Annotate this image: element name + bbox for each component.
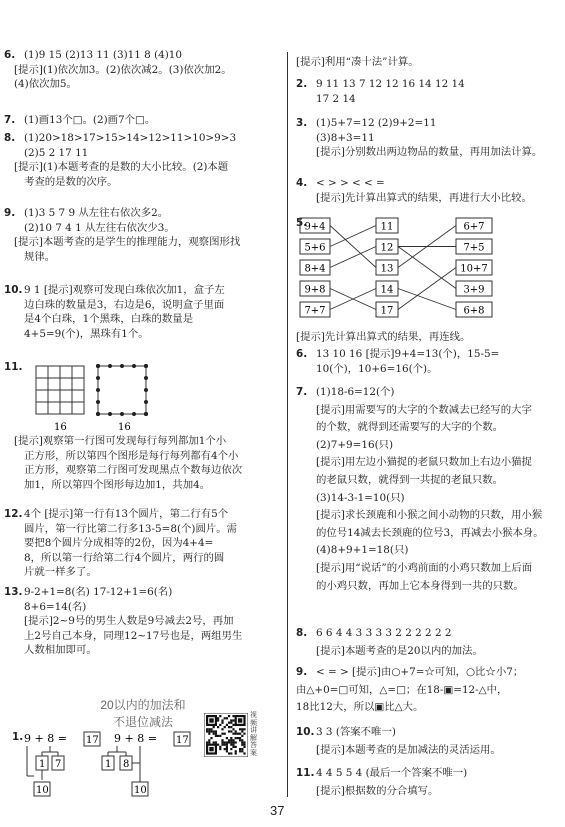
hint-line-2: 上2号自己本身，同理12~17号也是，两组男生 xyxy=(24,629,243,642)
hint-line-3: 18比12大，所以▣比△大。 xyxy=(296,701,424,714)
expr-left-label: 9+8 xyxy=(304,284,326,296)
hint: [提示]先计算出算式的结果，再连线。 xyxy=(296,331,471,343)
dot-square-figure xyxy=(96,364,148,416)
hint-label: 提示 xyxy=(48,508,70,520)
answer-5 xyxy=(296,216,558,336)
hint-2-continued: 的老鼠只数，就得到一共捉的老鼠只数。 xyxy=(316,473,504,486)
hint-label: 提示 xyxy=(18,236,39,249)
answer-8 xyxy=(4,131,302,189)
hint-text: 本题考查的是加减法的灵活运用。 xyxy=(344,743,501,756)
question-number: 12. xyxy=(4,508,23,520)
dot xyxy=(120,412,124,416)
hint-text: 利用“凑十法”计算。 xyxy=(324,56,419,68)
answer-text-2: 17 2 14 xyxy=(316,92,356,105)
answer-text: (1)5+7=12 (2)9+2=11 xyxy=(316,117,437,129)
question-number: 4. xyxy=(296,177,308,189)
hint-1: [提示]用需要写的大字的个数减去已经写的大字 xyxy=(316,403,532,416)
hint-3-continued: 的位号14减去长颈鹿的位号3，再减去小猴本身。 xyxy=(316,526,544,539)
dot xyxy=(120,364,124,368)
dot xyxy=(108,364,112,368)
answer-3 xyxy=(296,116,565,160)
dot xyxy=(132,412,136,416)
answer-text: < > > < < = xyxy=(316,177,385,189)
hint: [提示]本题考查的是20以内的加法。 xyxy=(316,644,483,657)
answer-text: 3 3 (答案不唯一) xyxy=(316,726,396,738)
hint-text: 本题考查的是20以内的加法。 xyxy=(344,644,483,657)
question-number: 9. xyxy=(4,207,16,219)
answer-text: 4 4 5 5 4 (最后一个答案不唯一) xyxy=(316,767,468,779)
hint-text: 分别数出两边物品的数量，再用加法计算。 xyxy=(344,146,543,159)
page-number: 37 xyxy=(270,803,285,818)
hint-line-2: 10(个)，10+6=16(个)。 xyxy=(316,362,438,375)
hint-label: 提示 xyxy=(47,284,69,296)
answer-9r xyxy=(296,665,565,715)
result-label: 12 xyxy=(380,242,394,254)
expr-left-label: 9+4 xyxy=(304,221,326,233)
equation-1: 9 + 8 = xyxy=(24,732,67,745)
hint-continued: 规律。 xyxy=(24,250,56,263)
sum-1: 10 xyxy=(36,785,49,796)
dot xyxy=(96,364,100,368)
result-label: 13 xyxy=(380,263,394,275)
hint-label: 提示 xyxy=(356,666,377,678)
answer-line: 4个 [提示]第一行有13个圆片，第二行有5个 xyxy=(24,508,229,520)
dot xyxy=(144,400,148,404)
equation-2: 9 + 8 = xyxy=(114,732,157,745)
section-title-line-2: 不退位减法 xyxy=(112,715,173,729)
question-number: 9. xyxy=(296,666,308,678)
grid-figure xyxy=(36,366,84,414)
answer-line: < = > [提示]由○+7=☆可知，○比☆小7； xyxy=(316,666,524,678)
match-line xyxy=(398,268,456,310)
question-number: 2. xyxy=(296,78,308,90)
hint-text: (1)依次加3。(2)依次减2。(3)依次加2。 xyxy=(42,63,232,76)
hint-text: 用左边小猫捉的老鼠只数加上右边小猫捉 xyxy=(344,456,532,469)
match-line xyxy=(398,247,456,289)
expr-right-label: 3+9 xyxy=(463,284,485,296)
hint-continued: (4)依次加5。 xyxy=(14,78,77,91)
hint-label: 提示 xyxy=(320,561,341,574)
question-number: 6. xyxy=(296,348,308,360)
hint: [提示]根据数的分合填写。 xyxy=(316,784,439,797)
answer-text: < = > xyxy=(316,666,349,678)
answer-9 xyxy=(4,206,302,264)
split-1a: 1 xyxy=(39,759,46,770)
answer-13 xyxy=(4,585,302,658)
expr-left-label: 7+7 xyxy=(304,305,326,317)
hint-line-4: 加1，所以第四个图形每边加1，共加4。 xyxy=(24,478,211,491)
answer-text-2: (3)8+3=11 xyxy=(316,131,375,144)
question-number: 3. xyxy=(296,117,308,129)
answer-text: 13 10 16 xyxy=(316,348,363,360)
hint-text: 由○+7=☆可知，○比☆小7； xyxy=(380,666,524,678)
answer-box-1: 17 xyxy=(86,735,99,746)
part-1: (1)18-6=12(个) xyxy=(316,386,395,398)
hint-text: 求长颈鹿和小猴之间小动物的只数，用小猴 xyxy=(344,509,543,522)
hint-text: 本题考查的是学生的推理能力，观察图形找 xyxy=(42,236,241,249)
figure-label-2: 16 xyxy=(118,422,131,433)
result-label: 11 xyxy=(380,221,394,233)
hint-text: 2~9号的男生人数是9号减去2号，再加 xyxy=(52,615,234,628)
hint-4: [提示]用“说话”的小鸡前面的小鸡只数加上后面 xyxy=(316,561,533,574)
dot xyxy=(132,364,136,368)
answer-7 xyxy=(4,113,302,128)
dot xyxy=(96,376,100,380)
hint-line-2: 边白珠的数量是3，右边是6，说明盒子里面 xyxy=(24,298,225,311)
answer-text-2: (2)10 7 4 1 从左往右依次少3。 xyxy=(24,221,175,234)
hint-label: 提示 xyxy=(320,191,341,204)
dot xyxy=(108,412,112,416)
split-2a: 1 xyxy=(105,759,112,770)
answer-8r xyxy=(296,626,565,658)
hint-line-3: 正方形，观察第二行图可发现黑点个数每边依次 xyxy=(24,464,243,477)
answer-text: 6 6 4 4 3 3 3 3 2 2 2 2 2 2 xyxy=(316,627,452,639)
hint-text: 先计算出算式的结果，再连线。 xyxy=(324,331,471,343)
hint-line-4: 8，所以第一行给第二行4个圆片，两行的圆 xyxy=(24,551,225,564)
dot xyxy=(96,400,100,404)
hint-label: 提示 xyxy=(369,348,391,360)
hint-3: [提示]求长颈鹿和小猴之间小动物的只数，用小猴 xyxy=(316,509,543,522)
part-4: (4)8+9+1=18(只) xyxy=(316,544,409,557)
hint-4-continued: 的小鸡只数，再加上它本身得到一共的只数。 xyxy=(316,579,524,592)
dot xyxy=(96,412,100,416)
hint-label: 提示 xyxy=(320,146,341,159)
hint: [提示]利用“凑十法”计算。 xyxy=(296,56,419,68)
section-title-line-1: 20以内的加法和 xyxy=(100,698,186,712)
match-line xyxy=(330,226,376,247)
answer-text: (1)画13个□。(2)画7个□。 xyxy=(24,114,156,126)
matching-diagram xyxy=(296,216,541,324)
answer-11r xyxy=(296,766,565,798)
answer-6 xyxy=(4,48,302,92)
sum-2: 10 xyxy=(134,785,147,796)
answer-7r xyxy=(296,385,565,593)
hint-text: 根据数的分合填写。 xyxy=(344,784,439,797)
answer-text-2: 8+6=14(名) xyxy=(24,600,87,613)
part-3: (3)14-3-1=10(只) xyxy=(316,491,405,504)
expr-right-label: 10+7 xyxy=(460,263,488,275)
hint-text: 9+4=13(个)，15-5= xyxy=(394,348,500,360)
expr-right-label: 6+8 xyxy=(463,305,485,317)
answer-text: 4个 xyxy=(24,508,42,520)
hint: [提示]观察第一行图可发现每行每列都加1个小 xyxy=(14,435,227,447)
make-ten-diagram xyxy=(22,730,212,800)
hint-label: 提示 xyxy=(320,403,341,416)
pattern-figures xyxy=(32,364,182,436)
hint-label: 提示 xyxy=(18,435,39,447)
answer-text: (1)9 15 (2)13 11 (3)11 8 (4)10 xyxy=(24,49,183,61)
hint-label: 提示 xyxy=(320,743,341,756)
hint-line-2: 由△+0=□可知，△=□；在18-▣=12-△中， xyxy=(296,683,508,696)
hint-2: [提示]用左边小猫捉的老鼠只数加上右边小猫捉 xyxy=(316,456,532,469)
answer-text: (1)20>18>17>15>14>12>11>10>9>3 xyxy=(24,132,237,144)
split-2b: 8 xyxy=(123,759,130,770)
answer-12 xyxy=(4,507,302,580)
hint-label: 提示 xyxy=(320,456,341,469)
hint-label: 提示 xyxy=(320,644,341,657)
answer-text-2: (2)5 2 17 11 xyxy=(24,146,89,159)
question-number: 6. xyxy=(4,49,16,61)
question-number: 7. xyxy=(4,114,16,126)
question-number: 8. xyxy=(296,627,308,639)
hint-line-3: 要把8个圆片分成相等的2份，因为4+4= xyxy=(24,537,214,550)
hint-label: 提示 xyxy=(320,784,341,797)
hint: [提示](1)本题考查的是数的大小比较。(2)本题 xyxy=(14,161,229,174)
question-number: 11. xyxy=(4,361,23,373)
hint: [提示](1)依次加3。(2)依次减2。(3)依次加2。 xyxy=(14,63,232,76)
hint-text: (1)本题考查的是数的大小比较。(2)本题 xyxy=(42,161,229,174)
hint-label: 提示 xyxy=(18,161,39,174)
question-number: 10. xyxy=(4,284,23,296)
hint-text: 第一行有13个圆片，第二行有5个 xyxy=(73,508,229,520)
expr-left-label: 5+6 xyxy=(304,242,326,254)
split-1b: 7 xyxy=(55,759,62,770)
answer-text: 9 11 13 7 12 12 16 14 12 14 xyxy=(316,78,465,90)
answer-10r xyxy=(296,725,565,757)
hint-continued: 考查的是数的次序。 xyxy=(24,175,118,188)
hint-label: 提示 xyxy=(28,615,49,628)
hint-text: 先计算出算式的结果，再进行大小比较。 xyxy=(344,191,532,204)
answer-10 xyxy=(4,283,302,341)
dot xyxy=(144,388,148,392)
answer-2 xyxy=(296,77,565,106)
expr-left-label: 8+4 xyxy=(304,263,326,275)
hint-label: 提示 xyxy=(18,63,39,76)
question-number: 7. xyxy=(296,386,308,398)
expr-right-label: 6+7 xyxy=(463,221,485,233)
hint: [提示]分别数出两边物品的数量，再用加法计算。 xyxy=(316,146,543,159)
hint-line-2: 圆片，第一行比第二行多13-5=8(个)圆片。需 xyxy=(24,522,238,535)
hint-line-5: 片就一样多了。 xyxy=(24,566,97,579)
expr-right-label: 7+5 xyxy=(463,242,485,254)
hint-line-3: 人数相加即可。 xyxy=(24,644,97,657)
hint-label: 提示 xyxy=(300,56,321,68)
answer-line: 13 10 16 [提示]9+4=13(个)，15-5= xyxy=(316,348,500,360)
hint-label: 提示 xyxy=(320,509,341,522)
dot xyxy=(144,364,148,368)
hint-line-3: 是4个白珠，1个黑珠，白珠的数量是 xyxy=(24,313,194,326)
answer-6r xyxy=(296,347,565,376)
question-number: 11. xyxy=(296,767,315,779)
dot xyxy=(144,376,148,380)
question-number: 10. xyxy=(296,726,315,738)
result-label: 14 xyxy=(380,284,394,296)
question-number: 1. xyxy=(12,731,24,743)
hint-text: 观察可发现白珠依次加1，盒子左 xyxy=(72,284,225,296)
answer-text: 9 1 xyxy=(24,284,41,296)
part-2: (2)7+9=16(只) xyxy=(316,438,394,451)
answer-text: (1)3 5 7 9 从左往右依次多2。 xyxy=(24,207,169,219)
hint-line-4: 4+5=9(个)，黑珠有1个。 xyxy=(24,327,149,340)
hint: [提示]2~9号的男生人数是9号减去2号，再加 xyxy=(24,615,234,628)
question-number: 5. xyxy=(296,217,308,229)
answer-4 xyxy=(296,176,565,205)
qr-caption: 视频讲解答案 xyxy=(250,711,257,757)
figure-label-1: 16 xyxy=(54,422,67,433)
hint-label: 提示 xyxy=(300,331,321,343)
answer-text: 9-2+1=8(名) 17-12+1=6(名) xyxy=(24,586,173,598)
answer-box-2: 17 xyxy=(176,735,189,746)
hint: [提示]先计算出算式的结果，再进行大小比较。 xyxy=(316,191,532,204)
question-number: 13. xyxy=(4,586,23,598)
answer-line: 9 1 [提示]观察可发现白珠依次加1，盒子左 xyxy=(24,284,225,296)
hint-line-2: 正方形，所以第四个图形是每行每列都有4个小 xyxy=(24,449,239,462)
result-label: 17 xyxy=(380,305,394,317)
hint-block xyxy=(4,434,282,492)
hint-text: 观察第一行图可发现每行每列都加1个小 xyxy=(42,435,227,447)
match-line xyxy=(330,247,376,268)
match-line xyxy=(398,289,456,310)
dot xyxy=(144,412,148,416)
question-number: 8. xyxy=(4,132,16,144)
hint: [提示]本题考查的是加减法的灵活运用。 xyxy=(316,743,501,756)
match-line xyxy=(330,226,376,268)
hint: [提示]本题考查的是学生的推理能力，观察图形找 xyxy=(14,236,241,249)
hint-text: 用“说话”的小鸡前面的小鸡只数加上后面 xyxy=(344,561,533,574)
hint-1-continued: 的个数，就得到还需要写的大字的个数。 xyxy=(316,421,504,434)
dot xyxy=(96,388,100,392)
hint-text: 用需要写的大字的个数减去已经写的大字 xyxy=(344,403,532,416)
